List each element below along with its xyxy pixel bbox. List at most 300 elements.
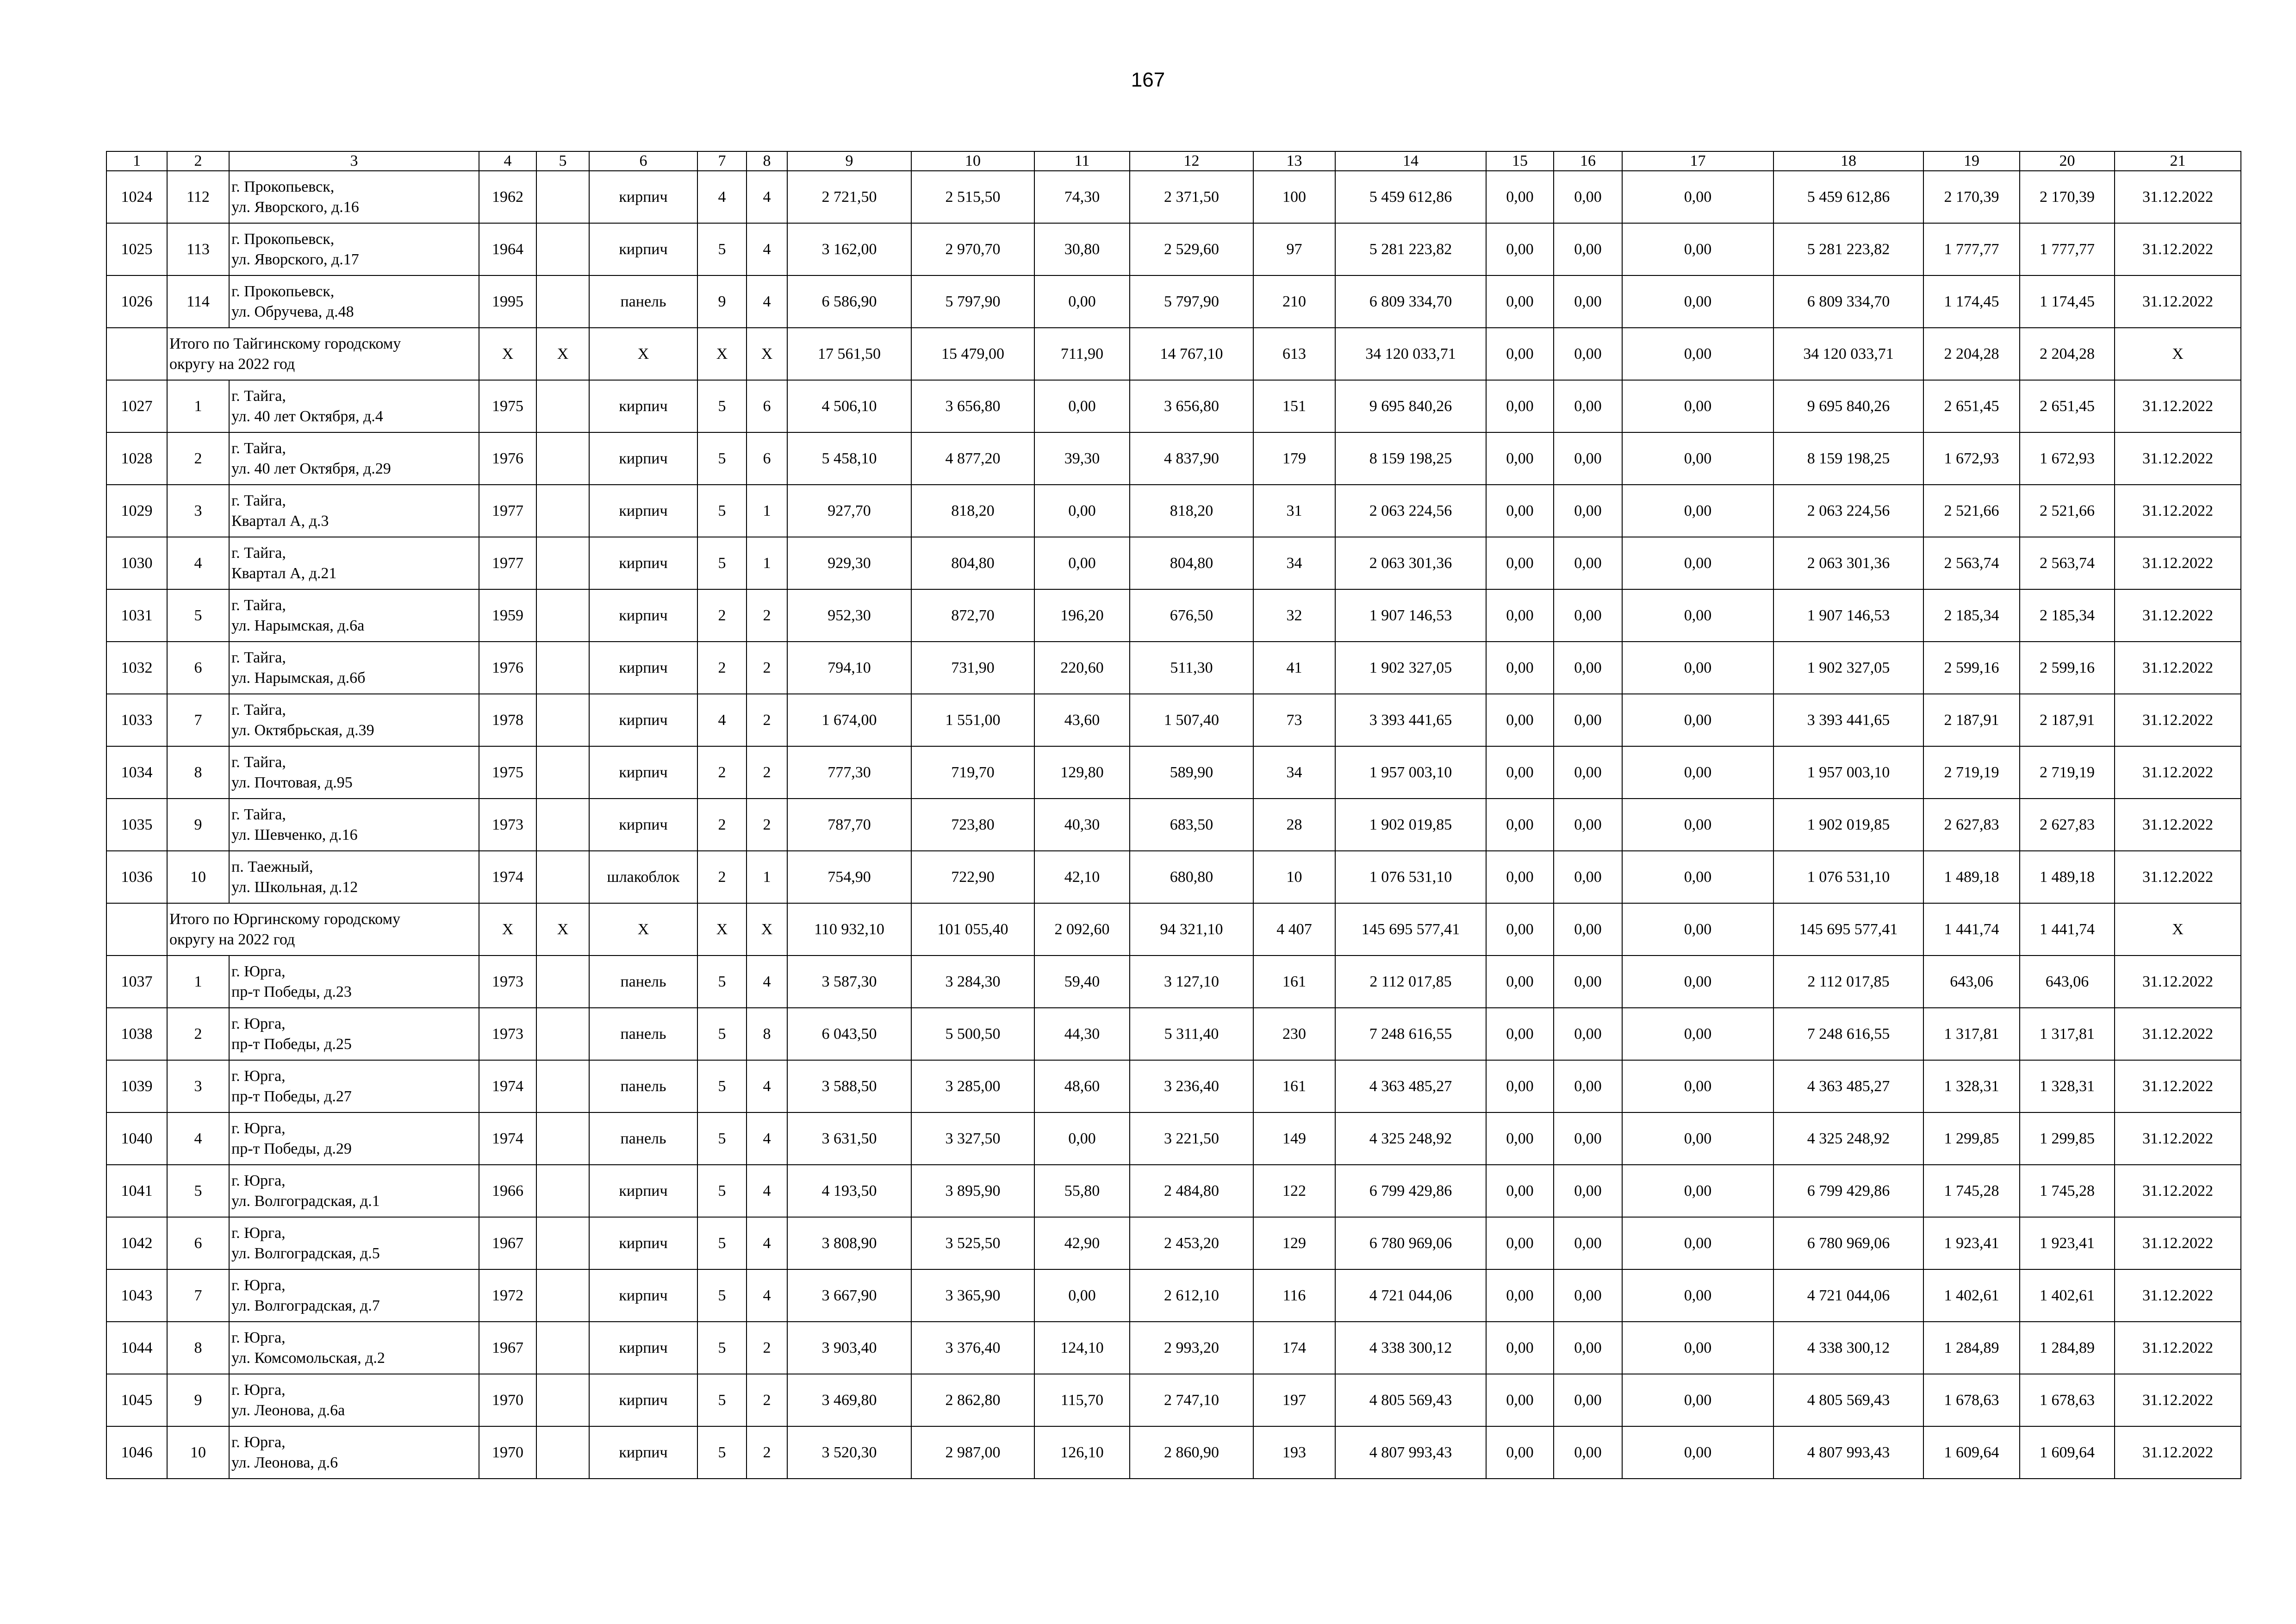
- local-number-cell: 2: [167, 432, 229, 485]
- value-cell-21: 31.12.2022: [2115, 642, 2241, 694]
- value-cell-20: 643,06: [2020, 956, 2115, 1008]
- value-cell-12: 2 612,10: [1130, 1269, 1253, 1322]
- value-cell-10: 1 551,00: [911, 694, 1034, 746]
- address-line: ул. Волгоградская, д.7: [231, 1297, 380, 1314]
- value-cell-6: шлакоблок: [589, 851, 697, 903]
- address-cell: [229, 1217, 479, 1269]
- address-line: ул. Нарымская, д.6а: [231, 617, 365, 634]
- value-cell-19: 643,06: [1923, 956, 2020, 1008]
- value-cell-16: 0,00: [1554, 1426, 1622, 1479]
- value-cell-18: 4 805 569,43: [1773, 1374, 1923, 1426]
- value-cell-5: [536, 537, 589, 589]
- value-cell-10: 3 365,90: [911, 1269, 1034, 1322]
- value-cell-21: 31.12.2022: [2115, 537, 2241, 589]
- value-cell-19: 2 521,66: [1923, 485, 2020, 537]
- value-cell-19: 2 204,28: [1923, 328, 2020, 380]
- value-cell-19: 2 563,74: [1923, 537, 2020, 589]
- value-cell-20: 2 563,74: [2020, 537, 2115, 589]
- address-cell: [229, 589, 479, 642]
- value-cell-17: 0,00: [1622, 432, 1773, 485]
- value-cell-15: 0,00: [1486, 746, 1554, 799]
- row-number-cell: 1026: [106, 275, 167, 328]
- local-number-cell: 113: [167, 223, 229, 275]
- value-cell-12: 683,50: [1130, 799, 1253, 851]
- value-cell-15: 0,00: [1486, 537, 1554, 589]
- row-number-cell: 1044: [106, 1322, 167, 1374]
- value-cell-14: 7 248 616,55: [1335, 1008, 1486, 1060]
- value-cell-21: 31.12.2022: [2115, 223, 2241, 275]
- column-number-cell: 17: [1622, 151, 1773, 171]
- column-number-cell: 8: [747, 151, 787, 171]
- value-cell-12: 2 860,90: [1130, 1426, 1253, 1479]
- value-cell-11: 711,90: [1034, 328, 1130, 380]
- value-cell-5: [536, 1060, 589, 1112]
- value-cell-18: 5 281 223,82: [1773, 223, 1923, 275]
- value-cell-17: 0,00: [1622, 903, 1773, 956]
- value-cell-21: 31.12.2022: [2115, 1112, 2241, 1165]
- subtotal-row: [106, 903, 2241, 956]
- value-cell-5: [536, 171, 589, 223]
- value-cell-13: 174: [1253, 1322, 1335, 1374]
- value-cell-10: 722,90: [911, 851, 1034, 903]
- address-line: ул. Комсомольская, д.2: [231, 1349, 385, 1367]
- value-cell-4: X: [479, 903, 536, 956]
- value-cell-15: 0,00: [1486, 432, 1554, 485]
- value-cell-14: 5 281 223,82: [1335, 223, 1486, 275]
- column-number-cell: 12: [1130, 151, 1253, 171]
- address-line: ул. Яворского, д.16: [231, 198, 359, 216]
- value-cell-21: 31.12.2022: [2115, 275, 2241, 328]
- value-cell-18: 9 695 840,26: [1773, 380, 1923, 432]
- value-cell-9: 929,30: [787, 537, 911, 589]
- value-cell-14: 1 902 019,85: [1335, 799, 1486, 851]
- row-number-cell: 1043: [106, 1269, 167, 1322]
- value-cell-7: 5: [697, 1165, 747, 1217]
- value-cell-10: 2 515,50: [911, 171, 1034, 223]
- value-cell-9: 2 721,50: [787, 171, 911, 223]
- value-cell-13: 161: [1253, 1060, 1335, 1112]
- value-cell-17: 0,00: [1622, 642, 1773, 694]
- value-cell-16: 0,00: [1554, 799, 1622, 851]
- value-cell-12: 818,20: [1130, 485, 1253, 537]
- address-line: ул. Леонова, д.6: [231, 1454, 338, 1471]
- value-cell-6: X: [589, 328, 697, 380]
- value-cell-21: 31.12.2022: [2115, 1217, 2241, 1269]
- value-cell-7: 4: [697, 694, 747, 746]
- value-cell-19: 1 745,28: [1923, 1165, 2020, 1217]
- value-cell-14: 34 120 033,71: [1335, 328, 1486, 380]
- value-cell-6: кирпич: [589, 1165, 697, 1217]
- local-number-cell: 112: [167, 171, 229, 223]
- column-number-row: [106, 151, 2241, 171]
- value-cell-15: 0,00: [1486, 223, 1554, 275]
- value-cell-4: 1995: [479, 275, 536, 328]
- value-cell-13: 10: [1253, 851, 1335, 903]
- value-cell-18: 1 076 531,10: [1773, 851, 1923, 903]
- value-cell-17: 0,00: [1622, 589, 1773, 642]
- value-cell-9: 6 586,90: [787, 275, 911, 328]
- value-cell-19: 2 651,45: [1923, 380, 2020, 432]
- address-line: г. Тайга,: [231, 439, 286, 457]
- value-cell-7: 2: [697, 851, 747, 903]
- value-cell-17: 0,00: [1622, 1322, 1773, 1374]
- value-cell-4: 1970: [479, 1374, 536, 1426]
- value-cell-18: 34 120 033,71: [1773, 328, 1923, 380]
- address-line: ул. Волгоградская, д.5: [231, 1244, 380, 1262]
- value-cell-12: 2 993,20: [1130, 1322, 1253, 1374]
- value-cell-6: кирпич: [589, 223, 697, 275]
- value-cell-7: 5: [697, 223, 747, 275]
- value-cell-5: [536, 642, 589, 694]
- address-cell: [229, 537, 479, 589]
- value-cell-15: 0,00: [1486, 799, 1554, 851]
- value-cell-20: 1 745,28: [2020, 1165, 2115, 1217]
- column-number-cell: 2: [167, 151, 229, 171]
- value-cell-21: 31.12.2022: [2115, 746, 2241, 799]
- value-cell-21: 31.12.2022: [2115, 1008, 2241, 1060]
- value-cell-7: 5: [697, 1426, 747, 1479]
- value-cell-10: 3 285,00: [911, 1060, 1034, 1112]
- value-cell-12: 511,30: [1130, 642, 1253, 694]
- address-cell: [229, 1112, 479, 1165]
- value-cell-14: 4 721 044,06: [1335, 1269, 1486, 1322]
- value-cell-5: [536, 223, 589, 275]
- value-cell-12: 589,90: [1130, 746, 1253, 799]
- value-cell-4: 1975: [479, 380, 536, 432]
- address-line: ул. Шевченко, д.16: [231, 826, 358, 843]
- value-cell-10: 3 895,90: [911, 1165, 1034, 1217]
- value-cell-11: 124,10: [1034, 1322, 1130, 1374]
- column-number-cell: 16: [1554, 151, 1622, 171]
- value-cell-9: 952,30: [787, 589, 911, 642]
- value-cell-4: 1973: [479, 1008, 536, 1060]
- value-cell-8: 1: [747, 851, 787, 903]
- address-cell: [229, 1269, 479, 1322]
- value-cell-18: 4 807 993,43: [1773, 1426, 1923, 1479]
- value-cell-17: 0,00: [1622, 1374, 1773, 1426]
- value-cell-13: 161: [1253, 956, 1335, 1008]
- value-cell-6: кирпич: [589, 432, 697, 485]
- value-cell-19: 1 923,41: [1923, 1217, 2020, 1269]
- value-cell-19: 2 599,16: [1923, 642, 2020, 694]
- value-cell-17: 0,00: [1622, 694, 1773, 746]
- value-cell-8: 2: [747, 694, 787, 746]
- value-cell-16: 0,00: [1554, 328, 1622, 380]
- address-line: г. Тайга,: [231, 701, 286, 718]
- value-cell-14: 4 363 485,27: [1335, 1060, 1486, 1112]
- table-row: [106, 1322, 2241, 1374]
- local-number-cell: 10: [167, 1426, 229, 1479]
- value-cell-15: 0,00: [1486, 328, 1554, 380]
- value-cell-8: X: [747, 328, 787, 380]
- address-line: г. Юрга,: [231, 1329, 286, 1346]
- value-cell-13: 613: [1253, 328, 1335, 380]
- value-cell-8: 2: [747, 589, 787, 642]
- value-cell-12: 3 127,10: [1130, 956, 1253, 1008]
- column-number-cell: 3: [229, 151, 479, 171]
- address-line: ул. Волгоградская, д.1: [231, 1192, 380, 1210]
- value-cell-15: 0,00: [1486, 1112, 1554, 1165]
- value-cell-17: 0,00: [1622, 171, 1773, 223]
- value-cell-19: 2 185,34: [1923, 589, 2020, 642]
- value-cell-19: 1 489,18: [1923, 851, 2020, 903]
- value-cell-6: кирпич: [589, 1374, 697, 1426]
- value-cell-4: 1973: [479, 956, 536, 1008]
- value-cell-19: 1 299,85: [1923, 1112, 2020, 1165]
- value-cell-18: 1 902 019,85: [1773, 799, 1923, 851]
- value-cell-9: 794,10: [787, 642, 911, 694]
- value-cell-11: 220,60: [1034, 642, 1130, 694]
- value-cell-20: 2 170,39: [2020, 171, 2115, 223]
- column-number-cell: 15: [1486, 151, 1554, 171]
- address-cell: [229, 642, 479, 694]
- value-cell-9: 754,90: [787, 851, 911, 903]
- value-cell-7: 5: [697, 1217, 747, 1269]
- address-cell: [229, 1008, 479, 1060]
- value-cell-18: 5 459 612,86: [1773, 171, 1923, 223]
- column-number-cell: 7: [697, 151, 747, 171]
- row-number-cell: 1041: [106, 1165, 167, 1217]
- value-cell-10: 2 970,70: [911, 223, 1034, 275]
- address-line: г. Тайга,: [231, 753, 286, 771]
- local-number-cell: 2: [167, 1008, 229, 1060]
- value-cell-5: [536, 1322, 589, 1374]
- address-line: ул. Леонова, д.6а: [231, 1401, 345, 1419]
- value-cell-15: 0,00: [1486, 171, 1554, 223]
- value-cell-5: [536, 746, 589, 799]
- value-cell-18: 4 721 044,06: [1773, 1269, 1923, 1322]
- value-cell-7: 5: [697, 1322, 747, 1374]
- value-cell-17: 0,00: [1622, 746, 1773, 799]
- value-cell-8: 6: [747, 380, 787, 432]
- value-cell-11: 42,90: [1034, 1217, 1130, 1269]
- value-cell-20: 1 317,81: [2020, 1008, 2115, 1060]
- value-cell-4: 1974: [479, 851, 536, 903]
- value-cell-15: 0,00: [1486, 1426, 1554, 1479]
- value-cell-13: 32: [1253, 589, 1335, 642]
- value-cell-10: 2 987,00: [911, 1426, 1034, 1479]
- value-cell-6: кирпич: [589, 589, 697, 642]
- column-number-cell: 5: [536, 151, 589, 171]
- value-cell-15: 0,00: [1486, 275, 1554, 328]
- value-cell-20: 1 678,63: [2020, 1374, 2115, 1426]
- value-cell-5: X: [536, 903, 589, 956]
- value-cell-18: 2 063 224,56: [1773, 485, 1923, 537]
- value-cell-5: [536, 799, 589, 851]
- value-cell-16: 0,00: [1554, 1217, 1622, 1269]
- table-row: [106, 1374, 2241, 1426]
- value-cell-6: панель: [589, 275, 697, 328]
- value-cell-18: 7 248 616,55: [1773, 1008, 1923, 1060]
- value-cell-12: 2 453,20: [1130, 1217, 1253, 1269]
- address-cell: [229, 1322, 479, 1374]
- value-cell-21: 31.12.2022: [2115, 1426, 2241, 1479]
- value-cell-14: 5 459 612,86: [1335, 171, 1486, 223]
- value-cell-11: 59,40: [1034, 956, 1130, 1008]
- value-cell-15: 0,00: [1486, 589, 1554, 642]
- value-cell-10: 3 284,30: [911, 956, 1034, 1008]
- value-cell-12: 3 221,50: [1130, 1112, 1253, 1165]
- local-number-cell: 9: [167, 799, 229, 851]
- address-cell: [229, 1426, 479, 1479]
- value-cell-13: 122: [1253, 1165, 1335, 1217]
- value-cell-17: 0,00: [1622, 485, 1773, 537]
- value-cell-10: 15 479,00: [911, 328, 1034, 380]
- value-cell-15: 0,00: [1486, 694, 1554, 746]
- value-cell-16: 0,00: [1554, 1374, 1622, 1426]
- value-cell-5: X: [536, 328, 589, 380]
- row-number-cell: 1028: [106, 432, 167, 485]
- value-cell-10: 3 327,50: [911, 1112, 1034, 1165]
- value-cell-20: 1 609,64: [2020, 1426, 2115, 1479]
- value-cell-19: 2 719,19: [1923, 746, 2020, 799]
- value-cell-15: 0,00: [1486, 1322, 1554, 1374]
- value-cell-15: 0,00: [1486, 851, 1554, 903]
- value-cell-12: 2 529,60: [1130, 223, 1253, 275]
- table-row: [106, 694, 2241, 746]
- value-cell-4: 1973: [479, 799, 536, 851]
- value-cell-7: 5: [697, 1269, 747, 1322]
- value-cell-10: 804,80: [911, 537, 1034, 589]
- row-number-cell: 1039: [106, 1060, 167, 1112]
- value-cell-5: [536, 1112, 589, 1165]
- value-cell-19: 2 627,83: [1923, 799, 2020, 851]
- value-cell-4: 1974: [479, 1112, 536, 1165]
- value-cell-8: 2: [747, 1322, 787, 1374]
- value-cell-12: 1 507,40: [1130, 694, 1253, 746]
- value-cell-4: 1966: [479, 1165, 536, 1217]
- value-cell-17: 0,00: [1622, 223, 1773, 275]
- table-row: [106, 1008, 2241, 1060]
- value-cell-5: [536, 275, 589, 328]
- address-line: ул. Яворского, д.17: [231, 250, 359, 268]
- value-cell-10: 101 055,40: [911, 903, 1034, 956]
- local-number-cell: 1: [167, 380, 229, 432]
- value-cell-7: 5: [697, 956, 747, 1008]
- row-number-cell: 1031: [106, 589, 167, 642]
- value-cell-9: 6 043,50: [787, 1008, 911, 1060]
- address-line: ул. 40 лет Октября, д.29: [231, 460, 391, 477]
- row-number-cell: 1038: [106, 1008, 167, 1060]
- value-cell-11: 0,00: [1034, 1269, 1130, 1322]
- local-number-cell: 4: [167, 537, 229, 589]
- value-cell-11: 0,00: [1034, 275, 1130, 328]
- value-cell-11: 43,60: [1034, 694, 1130, 746]
- value-cell-17: 0,00: [1622, 799, 1773, 851]
- value-cell-6: кирпич: [589, 1217, 697, 1269]
- value-cell-21: 31.12.2022: [2115, 1322, 2241, 1374]
- address-line: ул. 40 лет Октября, д.4: [231, 407, 383, 425]
- value-cell-6: кирпич: [589, 537, 697, 589]
- value-cell-16: 0,00: [1554, 223, 1622, 275]
- value-cell-21: 31.12.2022: [2115, 589, 2241, 642]
- value-cell-20: 1 402,61: [2020, 1269, 2115, 1322]
- value-cell-21: 31.12.2022: [2115, 1060, 2241, 1112]
- column-number-cell: 10: [911, 151, 1034, 171]
- value-cell-11: 129,80: [1034, 746, 1130, 799]
- value-cell-7: 5: [697, 1112, 747, 1165]
- value-cell-6: кирпич: [589, 694, 697, 746]
- value-cell-18: 4 325 248,92: [1773, 1112, 1923, 1165]
- value-cell-4: X: [479, 328, 536, 380]
- value-cell-15: 0,00: [1486, 380, 1554, 432]
- value-cell-4: 1977: [479, 537, 536, 589]
- value-cell-7: 9: [697, 275, 747, 328]
- value-cell-6: X: [589, 903, 697, 956]
- address-cell: [229, 746, 479, 799]
- subtotal-label-line: Итого по Юргинскому городскому: [169, 910, 400, 928]
- value-cell-12: 14 767,10: [1130, 328, 1253, 380]
- value-cell-14: 4 805 569,43: [1335, 1374, 1486, 1426]
- value-cell-19: 2 187,91: [1923, 694, 2020, 746]
- value-cell-18: 6 780 969,06: [1773, 1217, 1923, 1269]
- address-line: г. Юрга,: [231, 1224, 286, 1242]
- value-cell-21: 31.12.2022: [2115, 485, 2241, 537]
- address-cell: [229, 485, 479, 537]
- value-cell-21: 31.12.2022: [2115, 1165, 2241, 1217]
- address-cell: [229, 275, 479, 328]
- value-cell-7: 5: [697, 380, 747, 432]
- value-cell-12: 94 321,10: [1130, 903, 1253, 956]
- value-cell-6: кирпич: [589, 171, 697, 223]
- value-cell-16: 0,00: [1554, 746, 1622, 799]
- value-cell-9: 3 588,50: [787, 1060, 911, 1112]
- value-cell-16: 0,00: [1554, 1165, 1622, 1217]
- value-cell-19: 2 170,39: [1923, 171, 2020, 223]
- value-cell-13: 179: [1253, 432, 1335, 485]
- value-cell-10: 2 862,80: [911, 1374, 1034, 1426]
- value-cell-10: 4 877,20: [911, 432, 1034, 485]
- value-cell-16: 0,00: [1554, 1269, 1622, 1322]
- address-cell: [229, 432, 479, 485]
- value-cell-13: 28: [1253, 799, 1335, 851]
- value-cell-16: 0,00: [1554, 956, 1622, 1008]
- page-number: 167: [1131, 69, 1165, 91]
- address-line: г. Юрга,: [231, 1015, 286, 1032]
- column-number-cell: 1: [106, 151, 167, 171]
- value-cell-16: 0,00: [1554, 485, 1622, 537]
- value-cell-8: 8: [747, 1008, 787, 1060]
- address-line: пр-т Победы, д.27: [231, 1087, 352, 1105]
- value-cell-8: 4: [747, 223, 787, 275]
- value-cell-16: 0,00: [1554, 380, 1622, 432]
- value-cell-18: 1 907 146,53: [1773, 589, 1923, 642]
- value-cell-14: 4 325 248,92: [1335, 1112, 1486, 1165]
- value-cell-21: 31.12.2022: [2115, 851, 2241, 903]
- value-cell-11: 55,80: [1034, 1165, 1130, 1217]
- value-cell-20: 2 599,16: [2020, 642, 2115, 694]
- value-cell-6: кирпич: [589, 746, 697, 799]
- value-cell-13: 100: [1253, 171, 1335, 223]
- value-cell-11: 0,00: [1034, 1112, 1130, 1165]
- local-number-cell: 8: [167, 746, 229, 799]
- subtotal-label: [167, 903, 479, 956]
- value-cell-17: 0,00: [1622, 328, 1773, 380]
- value-cell-14: 2 063 301,36: [1335, 537, 1486, 589]
- local-number-cell: 5: [167, 589, 229, 642]
- value-cell-16: 0,00: [1554, 642, 1622, 694]
- value-cell-14: 6 780 969,06: [1335, 1217, 1486, 1269]
- value-cell-9: 3 587,30: [787, 956, 911, 1008]
- value-cell-18: 1 902 327,05: [1773, 642, 1923, 694]
- local-number-cell: 8: [167, 1322, 229, 1374]
- address-cell: [229, 851, 479, 903]
- value-cell-8: 4: [747, 956, 787, 1008]
- value-cell-4: 1959: [479, 589, 536, 642]
- address-cell: [229, 1374, 479, 1426]
- table-row: [106, 537, 2241, 589]
- value-cell-5: [536, 694, 589, 746]
